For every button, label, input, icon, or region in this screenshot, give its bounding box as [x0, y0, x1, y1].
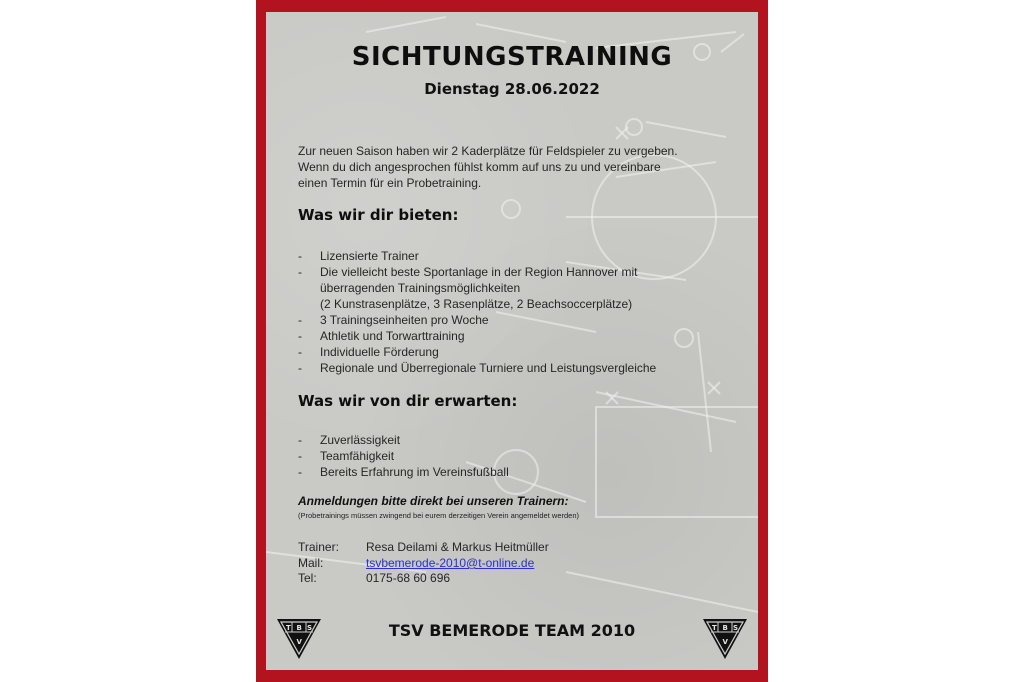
- contact-mail: [298, 555, 534, 571]
- list-item: - Athletik und Torwarttraining: [298, 329, 465, 343]
- svg-text:B: B: [296, 624, 302, 632]
- list-item-continuation: überragenden Trainingsmöglichkeiten: [320, 281, 521, 295]
- list-item: - Teamfähigkeit: [298, 449, 395, 463]
- intro-line: Zur neuen Saison haben wir 2 Kaderplätze für Feldspieler zu vergeben.: [298, 144, 678, 158]
- svg-text:T: T: [712, 624, 717, 632]
- poster-title: SICHTUNGSTRAINING: [351, 42, 673, 72]
- svg-text:S: S: [307, 624, 313, 632]
- expect-list: [298, 432, 509, 480]
- svg-text:V: V: [296, 638, 302, 646]
- poster: [266, 12, 758, 670]
- svg-text:B: B: [722, 624, 728, 632]
- offer-heading: Was wir dir bieten:: [298, 206, 459, 224]
- list-item: - Zuverlässigkeit: [298, 433, 401, 447]
- signup-note: (Probetrainings müssen zwingend bei eurem derzeitigen Verein angemeldet werden): [298, 511, 579, 520]
- list-item: - Individuelle Förderung: [298, 345, 439, 359]
- intro-line: Wenn du dich angesprochen fühlst komm auf uns zu und vereinbare: [298, 160, 661, 174]
- trainer-label: Trainer:: [298, 540, 339, 554]
- svg-text:S: S: [733, 624, 739, 632]
- signup-heading: Anmeldungen bitte direkt bei unseren Trainern:: [298, 494, 569, 508]
- expect-heading: Was wir von dir erwarten:: [298, 392, 518, 410]
- club-logo-right: [702, 618, 748, 660]
- list-item: - Die vielleicht beste Sportanlage in der Region Hannover mit überragenden Trainingsmöglichkeiten (2 Kunstrasenplätze, 3 Rasenplätze, 2 Beachsoccerplätze): [298, 264, 656, 312]
- club-logo-left: [276, 618, 322, 660]
- mail-link[interactable]: tsvbemerode-2010@t-online.de: [366, 556, 535, 570]
- intro-text: [298, 143, 678, 191]
- contact-tel: [298, 570, 450, 586]
- offer-list: [298, 248, 656, 376]
- list-item: - Lizensierte Trainer: [298, 249, 419, 263]
- svg-text:V: V: [722, 638, 728, 646]
- list-item: - Bereits Erfahrung im Vereinsfußball: [298, 465, 509, 479]
- svg-text:T: T: [286, 624, 291, 632]
- tel-label: Tel:: [298, 571, 317, 585]
- list-item: - 3 Trainingseinheiten pro Woche: [298, 313, 489, 327]
- intro-line: einen Termin für ein Probetraining.: [298, 176, 482, 190]
- mail-label: Mail:: [298, 556, 324, 570]
- team-name-footer: TSV BEMERODE TEAM 2010: [388, 621, 636, 640]
- list-item: - Regionale und Überregionale Turniere und Leistungsvergleiche: [298, 361, 657, 375]
- list-item-continuation: (2 Kunstrasenplätze, 3 Rasenplätze, 2 Beachsoccerplätze): [320, 297, 633, 311]
- trainer-names: Resa Deilami & Markus Heitmüller: [366, 540, 549, 554]
- event-date: Dienstag 28.06.2022: [424, 80, 600, 98]
- tel-number: 0175-68 60 696: [366, 571, 451, 585]
- contact-trainer: [298, 539, 549, 555]
